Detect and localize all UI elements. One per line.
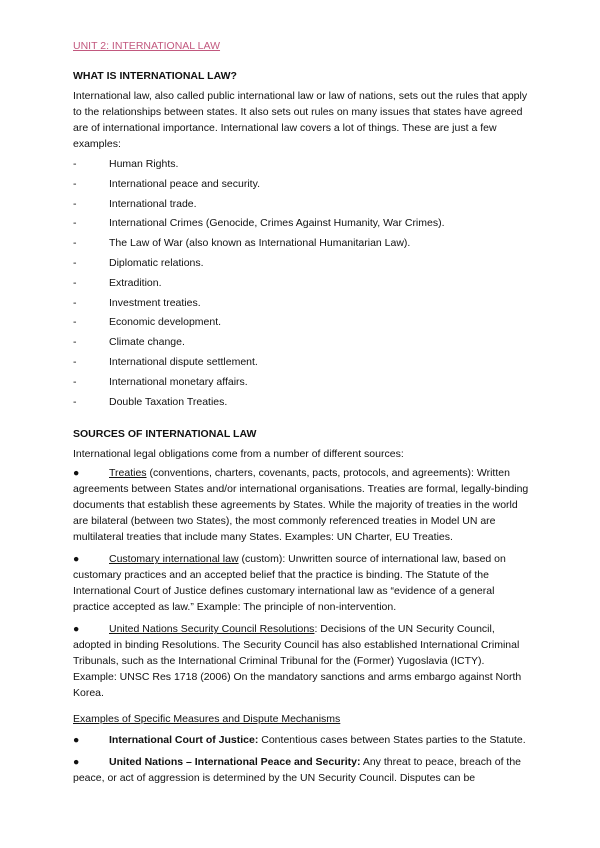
unsc-bullet [73,621,530,701]
bullet-marker: ● [73,553,80,566]
bullet-marker: ● [73,467,80,480]
list-item [73,353,530,373]
treaties-term: Treaties [109,467,147,480]
icj-bullet [73,732,530,748]
customary-term: Customary international law [109,553,239,566]
list-item-text: International Crimes (Genocide, Crimes Against Humanity, War Crimes). [109,217,445,230]
list-item-text: Human Rights. [109,158,179,170]
dash-marker: - [73,395,77,408]
list-item [73,294,530,314]
unsc-text: : Decisions of the UN Security Council, adopted in binding Resolutions. The Security Council has also established International Criminal Tribunals, such as the International Criminal Tribunal for the (Former) Yugoslavia (ICTY). Example: UNSC Res 1718 (2006) On the mandatory sanctions and arms embargo against North Korea. [73,623,522,700]
dash-marker: - [73,316,77,329]
list-item-text: Extradition. [109,276,162,289]
treaties-bullet [73,465,530,545]
list-item [73,274,530,294]
list-item-text: International monetary affairs. [109,375,248,388]
list-item-text: The Law of War (also known as International Humanitarian Law). [109,237,411,250]
bullet-marker: ● [73,756,80,769]
list-item-text: Investment treaties. [109,296,201,309]
treaties-text: (conventions, charters, covenants, pacts, protocols, and agreements): Written agreements between States and/or international organisations. Treaties are formal, legally-binding documents that establish these agreements by States. While the majority of treaties in the world are bilateral (between two States), the most commonly referenced treaties in Model UN are multilateral treaties that include many States. Examples: UN Charter, EU Treaties. [73,467,529,544]
dash-marker: - [73,197,77,210]
list-item [73,234,530,254]
what-is-heading: WHAT IS INTERNATIONAL LAW? [73,70,237,82]
examples-heading: Examples of Specific Measures and Dispute Mechanisms [73,713,341,726]
customary-bullet [73,551,530,615]
list-item-text: International peace and security. [109,177,260,190]
list-item [73,175,530,195]
dash-marker: - [73,237,77,250]
un-peace-text: Any threat to peace, breach of the peace, or act of aggression is determined by the UN Security Council. Disputes can be [73,756,522,785]
dash-marker: - [73,217,77,230]
sources-intro: International legal obligations come from a number of different sources: [73,448,404,461]
list-item-text: Double Taxation Treaties. [109,395,228,408]
dash-marker: - [73,375,77,388]
list-item [73,393,530,413]
unsc-term: United Nations Security Council Resolutions [109,623,315,636]
dash-marker: - [73,296,77,309]
what-is-intro: International law, also called public international law or law of nations, sets out the rules that apply to the relationships between states. It also sets out rules on many issues that states have agreed are of international importance. International law covers a lot of things. These are just a few examples: [73,90,528,150]
dash-marker: - [73,177,77,190]
list-item [73,214,530,234]
list-item [73,155,530,175]
list-item-text: Economic development. [109,316,222,329]
list-item [73,333,530,353]
list-item-text: Climate change. [109,336,185,349]
list-item-text: International trade. [109,197,197,210]
list-item-text: International dispute settlement. [109,355,258,368]
dash-marker: - [73,336,77,349]
list-item [73,313,530,333]
un-peace-term: United Nations – International Peace and Security: [109,756,361,769]
list-item-text: Diplomatic relations. [109,256,204,269]
list-item [73,373,530,393]
dash-marker: - [73,355,77,368]
bullet-marker: ● [73,623,80,636]
examples-list [73,155,530,412]
icj-text: Contentious cases between States parties to the Statute. [258,734,526,747]
bullet-marker: ● [73,734,80,747]
customary-text: (custom): Unwritten source of international law, based on customary practices and an accepted belief that the practice is binding. The Statute of the International Court of Justice defines customary international law as “evidence of a general practice accepted as law.” Example: The principle of non-intervention. [73,553,506,614]
dash-marker: - [73,158,77,170]
un-peace-bullet [73,754,530,786]
dash-marker: - [73,256,77,269]
icj-term: International Court of Justice: [109,734,259,747]
sources-heading: SOURCES OF INTERNATIONAL LAW [73,428,257,441]
unit-title: UNIT 2: INTERNATIONAL LAW [73,40,221,52]
list-item [73,195,530,215]
dash-marker: - [73,276,77,289]
list-item [73,254,530,274]
